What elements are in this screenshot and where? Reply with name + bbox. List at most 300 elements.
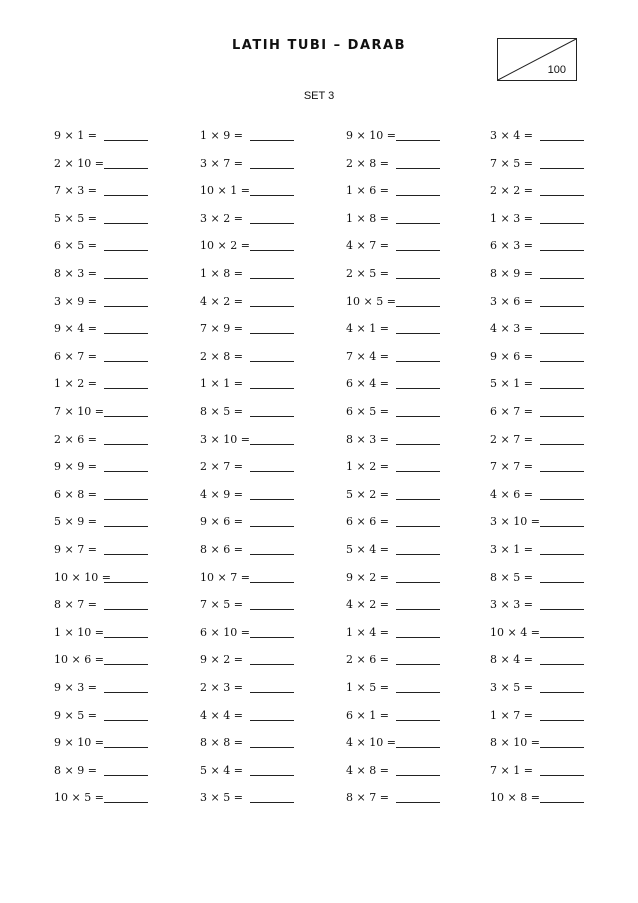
problem-question: 1 × 5 = — [346, 681, 389, 694]
problem-item — [200, 735, 340, 751]
problem-item — [490, 183, 630, 199]
problem-item — [54, 735, 194, 751]
problem-item — [346, 432, 486, 448]
problem-item — [490, 652, 630, 668]
problem-item — [54, 459, 194, 475]
problem-row — [0, 790, 638, 806]
answer-blank[interactable] — [540, 720, 584, 721]
problem-item — [346, 211, 486, 227]
problem-item — [346, 763, 486, 779]
answer-blank[interactable] — [104, 250, 148, 251]
problem-item — [200, 708, 340, 724]
problem-row — [0, 597, 638, 613]
problem-row — [0, 404, 638, 420]
problem-item — [54, 266, 194, 282]
answer-blank[interactable] — [104, 471, 148, 472]
problem-item — [200, 487, 340, 503]
problem-item — [490, 156, 630, 172]
problem-item — [54, 432, 194, 448]
answer-blank[interactable] — [104, 361, 148, 362]
problem-question: 8 × 7 = — [346, 791, 389, 805]
problem-question: 9 × 7 = — [54, 543, 97, 556]
problem-row — [0, 294, 638, 310]
answer-blank[interactable] — [250, 471, 294, 472]
answer-blank[interactable] — [540, 168, 584, 169]
answer-blank[interactable] — [104, 499, 148, 500]
problem-question: 7 × 10 = — [54, 405, 104, 418]
problem-item — [490, 404, 630, 420]
problem-question: 10 × 8 = — [490, 791, 540, 805]
problem-item — [54, 763, 194, 779]
problem-item — [200, 211, 340, 227]
problem-question: 2 × 8 = — [200, 349, 243, 363]
problem-question: 3 × 6 = — [490, 294, 533, 308]
answer-blank[interactable] — [396, 720, 440, 721]
problem-item — [54, 404, 194, 420]
problem-question: 8 × 5 = — [490, 570, 533, 584]
answer-blank[interactable] — [540, 361, 584, 362]
problem-row — [0, 211, 638, 227]
problem-question: 8 × 10 = — [490, 736, 540, 750]
answer-blank[interactable] — [540, 609, 584, 610]
problem-question: 9 × 10 = — [346, 129, 396, 142]
problem-item — [490, 735, 630, 751]
answer-blank[interactable] — [540, 195, 584, 196]
problem-item — [200, 597, 340, 613]
answer-blank[interactable] — [250, 692, 294, 693]
answer-blank[interactable] — [396, 444, 440, 445]
problem-question: 2 × 10 = — [54, 156, 104, 170]
answer-blank[interactable] — [250, 250, 294, 251]
answer-blank[interactable] — [540, 333, 584, 334]
problem-question: 7 × 9 = — [200, 322, 243, 336]
answer-blank[interactable] — [396, 692, 440, 693]
problem-item — [490, 514, 630, 530]
problem-question: 10 × 5 = — [54, 791, 104, 805]
problem-question: 5 × 9 = — [54, 515, 97, 529]
problem-item — [346, 128, 486, 144]
problem-row — [0, 321, 638, 337]
problem-item — [200, 321, 340, 337]
problem-item — [200, 238, 340, 254]
answer-blank[interactable] — [104, 444, 148, 445]
problem-question: 6 × 1 = — [346, 708, 389, 722]
problem-question: 1 × 10 = — [54, 625, 104, 639]
answer-blank[interactable] — [540, 250, 584, 251]
problem-row — [0, 652, 638, 668]
problem-row — [0, 183, 638, 199]
problem-question: 3 × 3 = — [490, 598, 533, 612]
problem-question: 4 × 2 = — [346, 598, 389, 612]
problem-item — [54, 597, 194, 613]
answer-blank[interactable] — [540, 582, 584, 583]
problem-item — [346, 570, 486, 586]
problem-question: 4 × 3 = — [490, 322, 533, 336]
answer-blank[interactable] — [540, 499, 584, 500]
answer-blank[interactable] — [396, 168, 440, 169]
answer-blank[interactable] — [250, 720, 294, 721]
answer-blank[interactable] — [396, 140, 440, 141]
problem-item — [200, 266, 340, 282]
answer-blank[interactable] — [250, 802, 294, 803]
problem-question: 3 × 5 = — [200, 791, 243, 805]
answer-blank[interactable] — [104, 140, 148, 141]
answer-blank[interactable] — [396, 333, 440, 334]
problem-item — [490, 211, 630, 227]
answer-blank[interactable] — [540, 664, 584, 665]
problem-item — [346, 459, 486, 475]
problem-item — [490, 294, 630, 310]
problem-item — [54, 376, 194, 392]
problem-item — [200, 376, 340, 392]
problem-question: 5 × 4 = — [200, 763, 243, 777]
problem-row — [0, 542, 638, 558]
answer-blank[interactable] — [104, 720, 148, 721]
problem-item — [346, 680, 486, 696]
problem-question: 5 × 5 = — [54, 211, 97, 225]
problem-question: 2 × 7 = — [200, 460, 243, 474]
problem-item — [346, 321, 486, 337]
problem-item — [490, 597, 630, 613]
answer-blank[interactable] — [250, 444, 294, 445]
answer-blank[interactable] — [104, 278, 148, 279]
problem-question: 6 × 7 = — [54, 349, 97, 363]
problem-item — [346, 514, 486, 530]
answer-blank[interactable] — [396, 582, 440, 583]
answer-blank[interactable] — [396, 471, 440, 472]
problem-item — [346, 652, 486, 668]
problem-item — [490, 128, 630, 144]
answer-blank[interactable] — [250, 609, 294, 610]
problem-question: 1 × 9 = — [200, 129, 243, 142]
answer-blank[interactable] — [104, 554, 148, 555]
problem-item — [490, 432, 630, 448]
problem-row — [0, 708, 638, 724]
answer-blank[interactable] — [250, 195, 294, 196]
problem-row — [0, 349, 638, 365]
problem-item — [200, 156, 340, 172]
answer-blank[interactable] — [396, 609, 440, 610]
problem-item — [54, 156, 194, 172]
problem-row — [0, 238, 638, 254]
problem-question: 1 × 8 = — [200, 267, 243, 280]
problem-item — [346, 542, 486, 558]
answer-blank[interactable] — [540, 278, 584, 279]
problem-item — [346, 376, 486, 392]
answer-blank[interactable] — [250, 554, 294, 555]
problem-item — [54, 542, 194, 558]
problem-question: 1 × 7 = — [490, 708, 533, 722]
problem-item — [490, 570, 630, 586]
problem-item — [54, 294, 194, 310]
problem-question: 7 × 3 = — [54, 184, 97, 198]
answer-blank[interactable] — [250, 388, 294, 389]
problem-question: 6 × 6 = — [346, 515, 389, 529]
answer-blank[interactable] — [104, 388, 148, 389]
problem-question: 10 × 4 = — [490, 625, 540, 639]
problem-question: 3 × 1 = — [490, 543, 533, 556]
problem-item — [490, 790, 630, 806]
problem-item — [200, 514, 340, 530]
answer-blank[interactable] — [540, 747, 584, 748]
problem-item — [200, 349, 340, 365]
problem-question: 6 × 8 = — [54, 487, 97, 501]
problem-item — [200, 432, 340, 448]
problem-question: 2 × 5 = — [346, 267, 389, 280]
problem-row — [0, 514, 638, 530]
answer-blank[interactable] — [250, 499, 294, 500]
problem-item — [490, 321, 630, 337]
set-label: SET 3 — [303, 90, 335, 102]
problem-question: 7 × 5 = — [490, 156, 533, 170]
answer-blank[interactable] — [104, 195, 148, 196]
problem-item — [200, 790, 340, 806]
answer-blank[interactable] — [540, 140, 584, 141]
answer-blank[interactable] — [540, 444, 584, 445]
problem-item — [490, 625, 630, 641]
answer-blank[interactable] — [104, 168, 148, 169]
answer-blank[interactable] — [250, 582, 294, 583]
problem-item — [346, 597, 486, 613]
problem-question: 9 × 6 = — [200, 515, 243, 529]
problem-question: 3 × 7 = — [200, 156, 243, 170]
answer-blank[interactable] — [250, 416, 294, 417]
problem-item — [490, 763, 630, 779]
answer-blank[interactable] — [540, 306, 584, 307]
problem-item — [490, 708, 630, 724]
problem-question: 10 × 6 = — [54, 653, 104, 667]
answer-blank[interactable] — [250, 223, 294, 224]
problem-item — [490, 487, 630, 503]
problem-item — [54, 349, 194, 365]
problem-question: 6 × 5 = — [54, 239, 97, 253]
answer-blank[interactable] — [396, 526, 440, 527]
answer-blank[interactable] — [104, 416, 148, 417]
problem-item — [490, 376, 630, 392]
problem-question: 2 × 3 = — [200, 681, 243, 694]
problem-question: 4 × 6 = — [490, 487, 533, 501]
problem-question: 2 × 6 = — [346, 653, 389, 667]
answer-blank[interactable] — [396, 554, 440, 555]
answer-blank[interactable] — [104, 526, 148, 527]
problem-question: 2 × 2 = — [490, 184, 533, 198]
answer-blank[interactable] — [104, 223, 148, 224]
problem-item — [200, 652, 340, 668]
problem-question: 4 × 7 = — [346, 239, 389, 253]
problem-item — [346, 349, 486, 365]
answer-blank[interactable] — [396, 664, 440, 665]
problem-item — [200, 459, 340, 475]
problem-item — [490, 459, 630, 475]
answer-blank[interactable] — [396, 416, 440, 417]
answer-blank[interactable] — [540, 554, 584, 555]
problem-question: 2 × 6 = — [54, 432, 97, 446]
problem-question: 1 × 2 = — [346, 460, 389, 474]
answer-blank[interactable] — [250, 747, 294, 748]
problem-row — [0, 156, 638, 172]
problem-item — [346, 708, 486, 724]
problem-question: 9 × 2 = — [200, 653, 243, 667]
answer-blank[interactable] — [250, 637, 294, 638]
answer-blank[interactable] — [396, 637, 440, 638]
problem-item — [490, 542, 630, 558]
problem-item — [200, 680, 340, 696]
answer-blank[interactable] — [540, 223, 584, 224]
problem-question: 2 × 7 = — [490, 432, 533, 446]
problem-row — [0, 625, 638, 641]
answer-blank[interactable] — [396, 250, 440, 251]
problem-question: 3 × 5 = — [490, 681, 533, 694]
problem-question: 6 × 5 = — [346, 405, 389, 418]
problem-item — [346, 625, 486, 641]
problem-item — [200, 128, 340, 144]
answer-blank[interactable] — [540, 692, 584, 693]
answer-blank[interactable] — [250, 278, 294, 279]
problem-question: 9 × 5 = — [54, 708, 97, 722]
answer-blank[interactable] — [396, 499, 440, 500]
answer-blank[interactable] — [104, 747, 148, 748]
problem-item — [200, 294, 340, 310]
problem-question: 9 × 6 = — [490, 349, 533, 363]
problem-question: 5 × 4 = — [346, 543, 389, 556]
problem-question: 8 × 9 = — [490, 267, 533, 280]
problem-item — [490, 680, 630, 696]
problem-item — [346, 790, 486, 806]
problem-item — [54, 708, 194, 724]
answer-blank[interactable] — [540, 388, 584, 389]
answer-blank[interactable] — [396, 195, 440, 196]
problem-item — [54, 238, 194, 254]
answer-blank[interactable] — [396, 306, 440, 307]
answer-blank[interactable] — [250, 168, 294, 169]
problem-question: 5 × 1 = — [490, 377, 533, 391]
problem-question: 10 × 10 = — [54, 570, 111, 584]
problem-question: 8 × 6 = — [200, 543, 243, 556]
problem-question: 1 × 3 = — [490, 211, 533, 225]
answer-blank[interactable] — [104, 802, 148, 803]
problem-question: 4 × 10 = — [346, 736, 396, 750]
answer-blank[interactable] — [250, 775, 294, 776]
answer-blank[interactable] — [540, 637, 584, 638]
problem-question: 4 × 9 = — [200, 487, 243, 501]
answer-blank[interactable] — [104, 775, 148, 776]
problem-question: 4 × 4 = — [200, 708, 243, 722]
answer-blank[interactable] — [104, 637, 148, 638]
problem-row — [0, 763, 638, 779]
answer-blank[interactable] — [540, 802, 584, 803]
problem-question: 5 × 2 = — [346, 487, 389, 501]
problem-question: 1 × 2 = — [54, 377, 97, 391]
problem-question: 7 × 5 = — [200, 598, 243, 612]
problem-question: 9 × 1 = — [54, 129, 97, 142]
problem-item — [54, 680, 194, 696]
problem-question: 6 × 4 = — [346, 377, 389, 391]
problem-question: 3 × 9 = — [54, 294, 97, 308]
problem-item — [346, 404, 486, 420]
answer-blank[interactable] — [396, 278, 440, 279]
answer-blank[interactable] — [104, 692, 148, 693]
answer-blank[interactable] — [250, 664, 294, 665]
problem-item — [346, 183, 486, 199]
problem-question: 3 × 10 = — [490, 515, 540, 529]
problem-question: 9 × 3 = — [54, 681, 97, 694]
problem-item — [200, 625, 340, 641]
problem-item — [346, 156, 486, 172]
answer-blank[interactable] — [250, 333, 294, 334]
problem-item — [346, 735, 486, 751]
problem-row — [0, 680, 638, 696]
problem-question: 10 × 2 = — [200, 239, 250, 253]
answer-blank[interactable] — [396, 388, 440, 389]
problem-item — [200, 542, 340, 558]
answer-blank[interactable] — [396, 747, 440, 748]
problem-row — [0, 487, 638, 503]
answer-blank[interactable] — [396, 802, 440, 803]
problem-question: 6 × 3 = — [490, 239, 533, 253]
problem-item — [54, 211, 194, 227]
answer-blank[interactable] — [540, 416, 584, 417]
problem-item — [200, 763, 340, 779]
problem-question: 6 × 7 = — [490, 405, 533, 418]
problem-item — [200, 183, 340, 199]
answer-blank[interactable] — [250, 361, 294, 362]
problem-question: 3 × 2 = — [200, 211, 243, 225]
answer-blank[interactable] — [104, 333, 148, 334]
problem-question: 4 × 1 = — [346, 322, 389, 336]
answer-blank[interactable] — [396, 223, 440, 224]
problem-question: 9 × 10 = — [54, 736, 104, 750]
answer-blank[interactable] — [104, 609, 148, 610]
problem-item — [54, 321, 194, 337]
problem-question: 2 × 8 = — [346, 156, 389, 170]
problem-item — [54, 183, 194, 199]
problem-question: 8 × 3 = — [54, 267, 97, 280]
problem-row — [0, 432, 638, 448]
problem-question: 7 × 4 = — [346, 349, 389, 363]
answer-blank[interactable] — [104, 306, 148, 307]
problem-question: 8 × 7 = — [54, 598, 97, 612]
problem-item — [490, 349, 630, 365]
answer-blank[interactable] — [540, 526, 584, 527]
problem-question: 8 × 8 = — [200, 736, 243, 750]
answer-blank[interactable] — [250, 526, 294, 527]
answer-blank[interactable] — [250, 140, 294, 141]
problem-question: 1 × 4 = — [346, 625, 389, 639]
problem-question: 1 × 8 = — [346, 211, 389, 225]
problem-question: 10 × 7 = — [200, 570, 250, 584]
problem-item — [54, 790, 194, 806]
problem-question: 8 × 9 = — [54, 763, 97, 777]
answer-blank[interactable] — [104, 582, 148, 583]
problem-item — [54, 487, 194, 503]
problem-item — [346, 266, 486, 282]
answer-blank[interactable] — [396, 361, 440, 362]
answer-blank[interactable] — [540, 471, 584, 472]
answer-blank[interactable] — [250, 306, 294, 307]
answer-blank[interactable] — [104, 664, 148, 665]
problem-question: 4 × 8 = — [346, 763, 389, 777]
problem-question: 4 × 2 = — [200, 294, 243, 308]
problem-question: 3 × 4 = — [490, 129, 533, 142]
problem-row — [0, 266, 638, 282]
problem-item — [346, 487, 486, 503]
answer-blank[interactable] — [396, 775, 440, 776]
problem-item — [490, 238, 630, 254]
problem-question: 9 × 2 = — [346, 570, 389, 584]
answer-blank[interactable] — [540, 775, 584, 776]
problem-row — [0, 570, 638, 586]
problem-row — [0, 459, 638, 475]
